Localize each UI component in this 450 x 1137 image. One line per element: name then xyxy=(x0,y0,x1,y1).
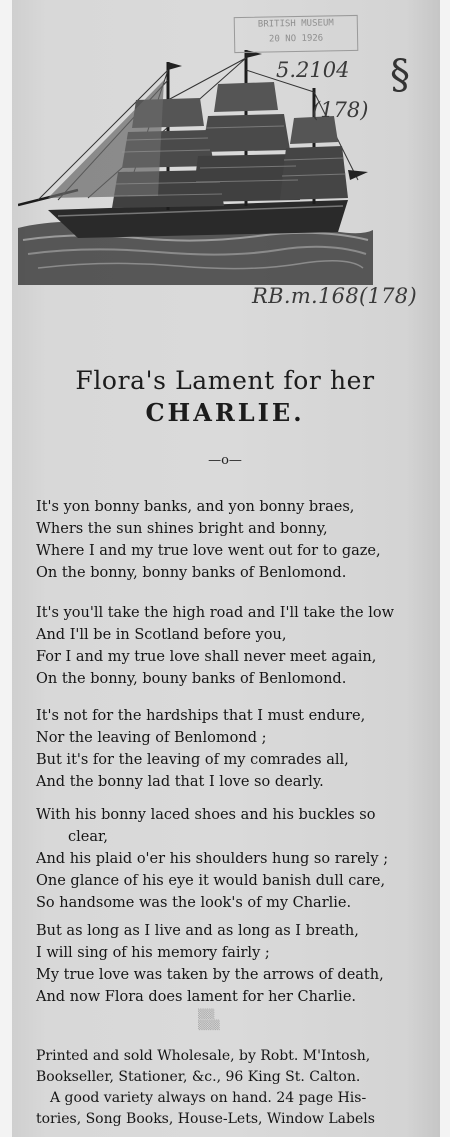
imprint-line: Printed and sold Wholesale, by Robt. M'Intosh, xyxy=(36,1048,371,1064)
handwritten-item-number: (178) xyxy=(312,98,369,122)
handwritten-call-number: RB.m.168(178) xyxy=(252,284,417,308)
verse-line: I will sing of his memory fairly ; xyxy=(36,945,270,961)
verse-line: On the bonny, bouny banks of Benlomond. xyxy=(36,671,347,687)
verse-line: And the bonny lad that I love so dearly. xyxy=(36,774,324,790)
verse-line: But it's for the leaving of my comrades all, xyxy=(36,752,349,768)
stanza-5 xyxy=(36,920,440,1008)
verse-line: Whers the sun shines bright and bonny, xyxy=(36,521,328,537)
verse-line: One glance of his eye it would banish dull care, xyxy=(36,873,386,889)
imprint-line: Bookseller, Stationer, &c., 96 King St. Calton. xyxy=(36,1069,361,1085)
verse-line: Where I and my true love went out for to gaze, xyxy=(36,543,381,559)
imprint-line: A good variety always on hand. 24 page His- xyxy=(50,1090,367,1106)
verse-line: Nor the leaving of Benlomond ; xyxy=(36,730,267,746)
title-line-1: Flora's Lament for her xyxy=(75,366,375,395)
verse-line: It's yon bonny banks, and yon bonny braes, xyxy=(36,499,355,515)
stamp-line-2: 20 NO 1926 xyxy=(268,33,324,45)
verse-line: With his bonny laced shoes and his buckles so xyxy=(36,807,376,823)
title-divider: —o— xyxy=(208,453,242,468)
title-line-2: CHARLIE. xyxy=(145,398,305,427)
verse-line: It's you'll take the high road and I'll take the low xyxy=(36,605,394,621)
stanza-2 xyxy=(36,602,440,690)
verse-line: And now Flora does lament for her Charlie. xyxy=(36,989,357,1005)
stamp-line-1: BRITISH MUSEUM xyxy=(257,18,334,30)
ink-ornament-icon: § xyxy=(390,52,410,98)
stanza-3 xyxy=(36,705,440,793)
verse-line: But as long as I live and as long as I breath, xyxy=(36,923,359,939)
verse-line: On the bonny, bonny banks of Benlomond. xyxy=(36,565,347,581)
verse-line: For I and my true love shall never meet again, xyxy=(36,649,377,665)
museum-stamp xyxy=(234,15,359,53)
verse-line-continuation: clear, xyxy=(68,829,108,845)
verse-line: And I'll be in Scotland before you, xyxy=(36,627,287,643)
imprint-footer xyxy=(36,1046,444,1130)
faint-library-stamp-icon: ▒▒▒ ▒▒▒▒ xyxy=(198,1010,220,1031)
verse-line: So handsome was the look's of my Charlie. xyxy=(36,895,352,911)
verse-line: It's not for the hardships that I must endure, xyxy=(36,708,366,724)
handwritten-shelfmark: 5.2104 xyxy=(276,58,350,82)
stanza-1 xyxy=(36,496,440,584)
stanza-4 xyxy=(36,804,440,914)
verse-line: And his plaid o'er his shoulders hung so rarely ; xyxy=(36,851,389,867)
imprint-line: tories, Song Books, House-Lets, Window Labels xyxy=(36,1111,375,1127)
verse-line: My true love was taken by the arrows of death, xyxy=(36,967,384,983)
